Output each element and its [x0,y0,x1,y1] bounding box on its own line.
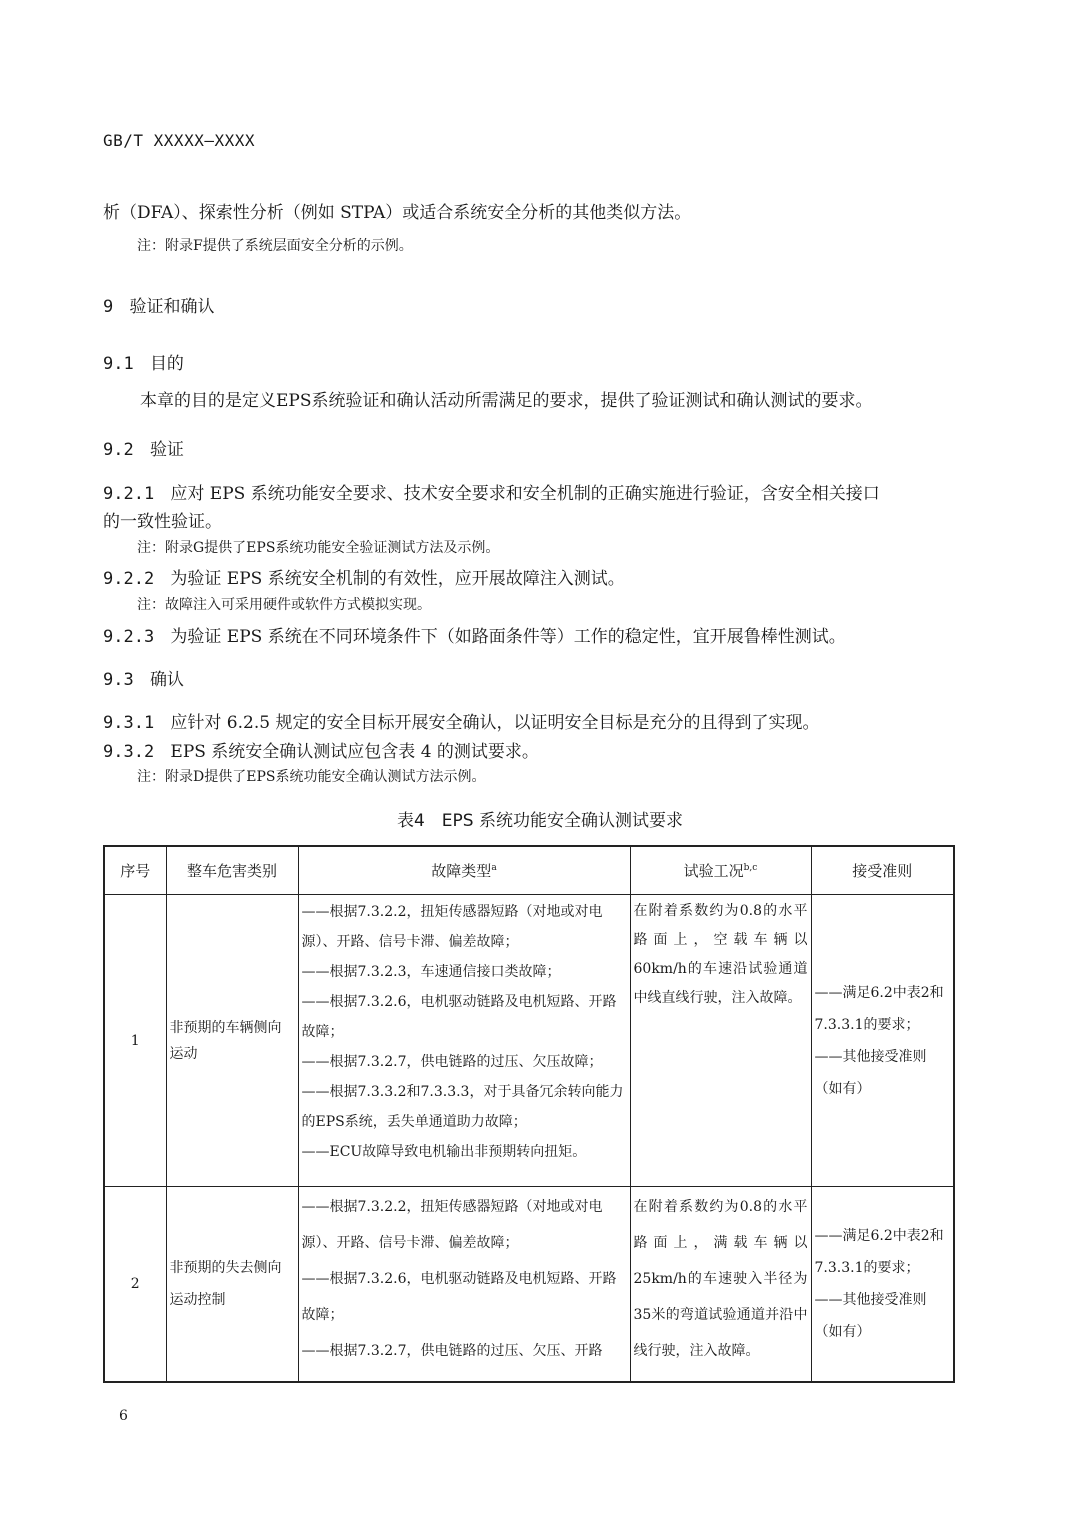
clause-9-3-2 [103,737,539,762]
fault-item: ——根据7.3.2.6，电机驱动链路及电机短路、开路故障； [301,1271,617,1323]
acceptance-item: ——满足6.2中表2和7.3.3.1的要求； [814,984,944,1033]
fault-item: ——根据7.3.3.2和7.3.3.3，对于具备冗余转向能力的EPS系统，丢失单通道助力故障； [301,1084,624,1130]
header-fault-type [298,846,630,895]
row-number: 2 [104,1187,166,1382]
header-acceptance: 接受准则 [811,846,954,895]
acceptance-criteria [811,895,954,1187]
test-condition: 在附着系数约为0.8的水平路面上，空载车辆以60km/h的车速沿试验通道中线直线行驶，注入故障。 [630,895,811,1187]
clause-9-2-3 [103,622,846,647]
section-number: 9 [103,297,114,317]
table-caption: 表4 EPS 系统功能安全确认测试要求 [396,811,683,831]
clause-9-2-1 [103,479,880,504]
note-appendix-f: 注：附录F提供了系统层面安全分析的示例。 [137,238,413,254]
clause-9-2-1-continuation: 的一致性验证。 [103,512,222,532]
header-condition-label: 试验工况 [683,862,744,880]
table-header-row [104,846,954,895]
footnote-marker: b,c [743,863,758,873]
fault-item: ——根据7.3.2.2，扭矩传感器短路（对地或对电源）、开路、信号卡滞、偏差故障； [301,1199,603,1251]
section-9-1-heading [103,349,184,374]
fault-item: ——根据7.3.2.7，供电链路的过压、欠压、开路 [301,1343,603,1359]
hazard-category: 非预期的车辆侧向运动 [166,895,298,1187]
clause-text: 为验证 EPS 系统在不同环境条件下（如路面条件等）工作的稳定性，宜开展鲁棒性测试。 [170,627,846,647]
purpose-paragraph: 本章的目的是定义EPS系统验证和确认活动所需满足的要求，提供了验证测试和确认测试的要求。 [140,391,873,411]
fault-item: ——根据7.3.2.7，供电链路的过压、欠压故障； [301,1054,603,1070]
fault-item: ——根据7.3.2.3，车速通信接口类故障； [301,964,561,980]
fault-types [298,895,630,1187]
section-title: 验证和确认 [129,297,215,317]
clause-number: 9.2.1 [103,484,155,504]
hazard-category: 非预期的失去侧向运动控制 [166,1187,298,1382]
table-row [104,1187,954,1382]
validation-test-table [103,845,955,1383]
section-9-2-heading [103,435,184,460]
section-number: 9.1 [103,354,134,374]
clause-9-2-2 [103,564,625,589]
fault-item: ——根据7.3.2.6，电机驱动链路及电机短路、开路故障； [301,994,617,1040]
clause-number: 9.2.2 [103,569,155,589]
page-number: 6 [119,1408,128,1424]
document-header: GB/T XXXXX—XXXX [103,131,255,150]
clause-text: 应针对 6.2.5 规定的安全目标开展安全确认，以证明安全目标是充分的且得到了实现。 [170,713,820,733]
footnote-marker: a [491,863,497,873]
acceptance-item: ——其他接受准则（如有） [814,1048,927,1097]
note-fault-injection: 注：故障注入可采用硬件或软件方式模拟实现。 [137,597,431,613]
header-fault-label: 故障类型 [431,862,492,880]
header-hazard: 整车危害类别 [166,846,298,895]
clause-text: 为验证 EPS 系统安全机制的有效性，应开展故障注入测试。 [170,569,625,589]
continued-paragraph: 析（DFA）、探索性分析（例如 STPA）或适合系统安全分析的其他类似方法。 [103,203,692,223]
clause-text: EPS 系统安全确认测试应包含表 4 的测试要求。 [170,742,539,762]
clause-text: 应对 EPS 系统功能安全要求、技术安全要求和安全机制的正确实施进行验证，含安全相关接口 [170,484,880,504]
clause-number: 9.3.2 [103,742,155,762]
test-condition: 在附着系数约为0.8的水平路面上，满载车辆以25km/h的车速驶入半径为35米的弯道试验通道并沿中线行驶，注入故障。 [630,1187,811,1382]
clause-number: 9.3.1 [103,713,155,733]
note-appendix-d: 注：附录D提供了EPS系统功能安全确认测试方法示例。 [137,769,486,785]
section-number: 9.2 [103,440,134,460]
acceptance-item: ——其他接受准则（如有） [814,1291,927,1340]
section-title: 验证 [149,440,184,460]
header-test-condition [630,846,811,895]
section-9-3-heading [103,665,184,690]
section-title: 目的 [149,354,184,374]
fault-item: ——根据7.3.2.2，扭矩传感器短路（对地或对电源）、开路、信号卡滞、偏差故障； [301,904,603,950]
section-9-heading [103,292,214,317]
acceptance-criteria [811,1187,954,1382]
fault-item: ——ECU故障导致电机输出非预期转向扭矩。 [301,1144,587,1160]
section-title: 确认 [149,670,184,690]
header-num: 序号 [104,846,166,895]
table-row [104,895,954,1187]
clause-9-3-1 [103,708,819,733]
row-number: 1 [104,895,166,1187]
clause-number: 9.2.3 [103,627,155,647]
acceptance-item: ——满足6.2中表2和7.3.3.1的要求； [814,1227,944,1276]
fault-types [298,1187,630,1382]
note-appendix-g: 注：附录G提供了EPS系统功能安全验证测试方法及示例。 [137,540,500,556]
section-number: 9.3 [103,670,134,690]
